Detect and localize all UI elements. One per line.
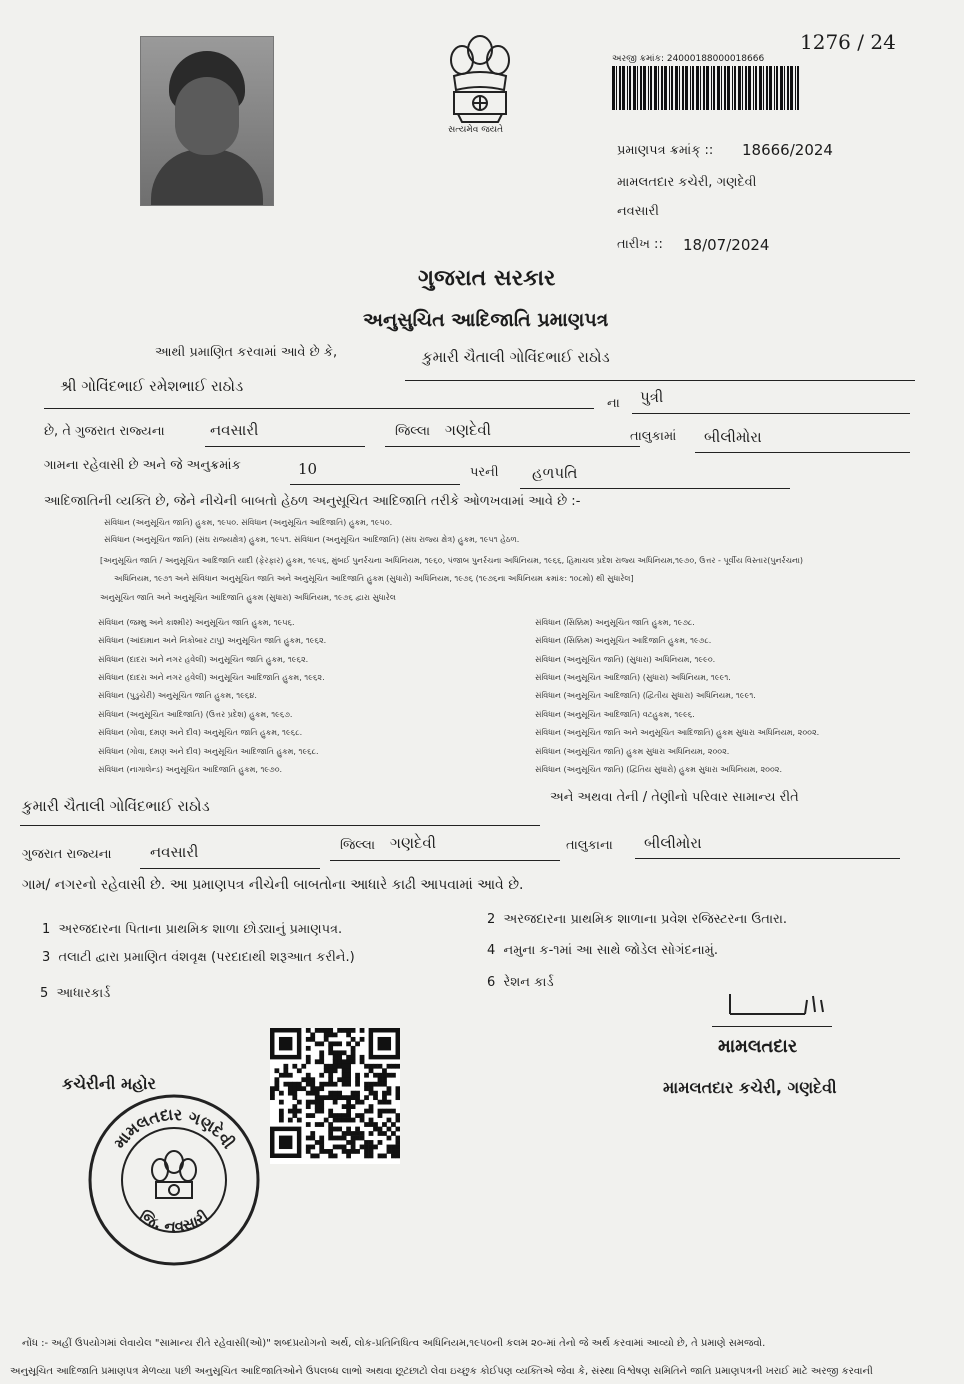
office-seal [86, 1092, 262, 1268]
intro-text: આથી પ્રમાણિત કરવામાં આવે છે કે, [155, 345, 338, 360]
tribe-name: હળપતિ [532, 464, 578, 482]
order-right: સંવિધાન (અનુસૂચિત જાતિ) (દ્વિતિય સુધારો) હુકમ સુધારા અધિનિયમ, ૨૦૦૨. [535, 765, 783, 774]
order-right: સંવિધાન (અનુસૂચિત જાતિ) હુકમ સુધારા અધિનિયમ, ૨૦૦૨. [535, 747, 730, 756]
village: બીલીમોરા [704, 428, 762, 446]
taluka-name: ગણદેવી [445, 421, 492, 439]
relation: પુત્રી [640, 388, 664, 406]
family-taluka-label: તાલુકાના [566, 838, 613, 853]
father-name: શ્રી ગોવિંદભાઈ રમેશભાઈ રાઠોડ [60, 377, 244, 395]
par-label: પરની [470, 465, 499, 480]
order-right: સંવિધાન (સિક્કિમ) અનુસૂચિત જાતિ હુકમ, ૧૯૭૮. [535, 618, 695, 627]
signature-office: મામલતદાર કચેરી, ગણદેવી [663, 1078, 837, 1097]
signature-title: મામલતદાર [718, 1036, 798, 1057]
document-item: 4 નમુના ક-૧માં આ સાથે જોડેલ સોગંદનામું. [487, 943, 718, 958]
cert-date: 18/07/2024 [683, 236, 770, 254]
order-top: સંવિધાન (અનુસૂચિત જાતિ) (સંઘ રાજ્યક્ષેત્ર) હુકમ, ૧૯૫૧. સંવિધાન (અનુસૂચિત આદિજાતિ) (સંઘ રાજ્ય ક્ષેત્ર) હુકમ, ૧૯૫૧ હેઠળ. [104, 535, 520, 544]
family-zilla-label: જિલ્લા [340, 838, 376, 853]
family-state-text: ગુજરાત રાજ્યના [22, 847, 112, 862]
or-text: અને અથવા તેની / તેણીનો પરિવાર સામાન્ય રીતે [550, 790, 799, 805]
order-right: સંવિધાન (અનુસૂચિત આદિજાતિ) વટહુકમ, ૧૯૯૬. [535, 710, 695, 719]
na-label: ના [607, 396, 620, 411]
handwritten-reference: 1276 / 24 [800, 30, 896, 54]
seal-ring-bottom: જિ. નવસારી [136, 1206, 212, 1236]
barcode [612, 66, 802, 110]
order-left: સંવિધાન (દાદરા અને નગર હવેલી) અનુસૂચિત જાતિ હુકમ, ૧૯૬૨. [98, 655, 309, 664]
cert-no: 18666/2024 [742, 141, 833, 159]
document-item: 3 તલાટી દ્વારા પ્રમાણિત વંશવૃક્ષ (પરદાદાથી શરૂઆત કરીને.) [42, 950, 355, 965]
resident-text: ગામના રહેવાસી છે અને જે અનુક્રમાંક [44, 458, 241, 473]
office-line1: મામલતદાર કચેરી, ગણદેવી [617, 175, 757, 190]
emblem-caption: સત્યમેવ જયતે [448, 125, 504, 135]
note-1: નોંધ :- અહીં ઉપયોગમાં લેવાયેલ "સામાન્ય રીતે રહેવાસી(ઓ)" શબ્દપ્રયોગનો અર્થ, લોક-પ્રતિનિધિત્વ અધિનિયમ,૧૯૫૦ની કલમ ૨૦-માં તેનો જે અર્થ કરવામાં આવ્યો છે, તે પ્રમાણે સમજવો. [22, 1338, 766, 1349]
family-name: કુમારી ચૈતાલી ગોવિંદભાઈ રાઠોડ [22, 797, 210, 815]
order-top: અધિનિયમ, ૧૯૭૧ અને સંવિધાન અનુસૂચિત જાતિ અને અનુસૂચિત આદિજાતિ હુકમ (સુધારો) અધિનિયમ, ૧૯૭૬ (૧૯૭૬ના અધિનિયમ ક્રમાંક: ૧૦૮મો) થી સુધારેલ] [114, 574, 634, 583]
date-label: તારીખ :: [617, 237, 663, 252]
seal-label: કચેરીની મહોર [62, 1074, 156, 1093]
serial-number: 10 [298, 460, 318, 478]
certificate-title: અનુસુચિત આદિજાતિ પ્રમાણપત્ર [363, 309, 609, 331]
order-right: સંવિધાન (સિક્કિમ) અનુસૂચિત આદિજાતિ હુકમ, ૧૯૭૮. [535, 636, 712, 645]
document-item: 5 આધારકાર્ડ [40, 986, 111, 1001]
order-left: સંવિધાન (આંદામાન અને નિકોબાર ટાપુ) અનુસૂચિત જાતિ હુકમ, ૧૯૬૨. [98, 636, 327, 645]
family-taluka-name: ગણદેવી [390, 834, 437, 852]
order-right: સંવિધાન (અનુસૂચિત આદિજાતિ) (સુધારા) અધિનિયમ, ૧૯૯૧. [535, 673, 731, 682]
family-district: નવસારી [150, 843, 199, 861]
document-item: 6 રેશન કાર્ડ [487, 975, 554, 990]
document-item: 2 અરજદારના પ્રાથમિક શાળાના પ્રવેશ રજિસ્ટરના ઉતારા. [487, 912, 788, 927]
note-2: અનુસૂચિત આદિજાતિ પ્રમાણપત્ર મેળવ્યા પછી અનુસૂચિત આદિજાતિઓને ઉપલબ્ધ લાભો અથવા છૂટછાટો લેવા ઇચ્છુક કોઈપણ વ્યક્તિએ જેવા કે, સંસ્થા વિશ્વેષણ સમિતિને જાતિ પ્રમાણપત્રની ખરાઈ માટે અરજી કરવાની [10, 1366, 873, 1377]
order-right: સંવિધાન (અનુસૂચિત આદિજાતિ) (દ્વિતીય સુધારા) અધિનિયમ, ૧૯૯૧. [535, 691, 756, 700]
order-left: સંવિધાન (પુડુચેરી) અનુસૂચિત જાતિ હુકમ, ૧૯૬૪. [98, 691, 257, 700]
family-village: બીલીમોરા [644, 834, 702, 852]
order-left: સંવિધાન (નાગાલેન્ડ) અનુસૂચિત આદિજાતિ હુકમ, ૧૯૭૦. [98, 765, 283, 774]
cert-no-label: પ્રમાણપત્ર ક્રમાંક્ :: [617, 143, 714, 158]
svg-text:જિ. નવસારી [136, 1207, 212, 1235]
applicant-name: કુમારી ચૈતાલી ગોવિંદભાઈ રાઠોડ [422, 348, 610, 366]
taluka-label: તાલુકામાં [630, 429, 677, 444]
qr-code [270, 1028, 400, 1164]
signature-mark [725, 990, 835, 1020]
tribal-text: આદિજાતિની વ્યક્તિ છે, જેને નીચેની બાબતો હેઠળ અનુસૂચિત આદિજાતિ તરીકે ઓળખવામાં આવે છે :- [44, 494, 581, 509]
state-text: છે, તે ગુજરાત રાજ્યના [44, 424, 165, 439]
order-top: [અનુસૂચિત જાતિ / અનુસૂચિત આદિજાતિ યાદી (ફેરફાર) હુકમ, ૧૯૫૬, મુંબઈ પુનર્રચના અધિનિયમ, ૧૯૬૦, પંજાબ પુનર્રચના અધિનિયમ, ૧૯૬૬, હિમાચલ પ્રદેશ રાજ્ય અધિનિયમ,૧૯૭૦, ઉત્તર - પૂર્વીય વિસ્તાર(પુનર્રચના) [100, 556, 804, 565]
order-left: સંવિધાન (ગોવા, દમણ અને દીવ) અનુસૂચિત જાતિ હુકમ, ૧૯૬૮. [98, 728, 303, 737]
order-top: સંવિધાન (અનુસૂચિત જાતિ) હુકમ, ૧૯૫૦. સંવિધાન (અનુસૂચિત આદિજાતિ) હુકમ, ૧૯૫૦. [104, 518, 393, 527]
order-right: સંવિધાન (અનુસૂચિત જાતિ અને અનુસૂચિત આદિજાતિ) હુકમ સુધારા અધિનિયમ, ૨૦૦૨. [535, 728, 820, 737]
order-right: સંવિધાન (અનુસૂચિત જાતિ) (સુધારા) અધિનિયમ, ૧૯૯૦. [535, 655, 716, 664]
national-emblem-icon [440, 28, 520, 138]
order-left: સંવિધાન (અનુસૂચિત આદિજાતિ) (ઉત્તર પ્રદેશ) હુકમ, ૧૯૬૭. [98, 710, 293, 719]
government-title: ગુજરાત સરકાર [418, 266, 556, 291]
document-item: 1 અરજદારના પિતાના પ્રાથમિક શાળા છોડ્યાનું પ્રમાણપત્ર. [42, 922, 343, 937]
seal-emblem-icon [152, 1151, 196, 1198]
order-left: સંવિધાન (દાદરા અને નગર હવેલી) અનુસૂચિત આદિજાતિ હુકમ, ૧૯૬૨. [98, 673, 325, 682]
office-line2: નવસારી [617, 204, 659, 219]
district: નવસારી [210, 421, 259, 439]
order-left: સંવિધાન (જમ્મુ અને કાશ્મીર) અનુસૂચિત જાતિ હુકમ, ૧૯૫૬. [98, 618, 295, 627]
basis-text: ગામ/ નગરનો રહેવાસી છે. આ પ્રમાણપત્ર નીચેની બાબતોના આધારે કાઢી આપવામાં આવે છે. [22, 877, 524, 893]
order-left: સંવિધાન (ગોવા, દમણ અને દીવ) અનુસૂચિત આદિજાતિ હુકમ, ૧૯૬૮. [98, 747, 319, 756]
seal-ring-top: મામલતદાર ગણદેવી [109, 1104, 239, 1153]
applicant-photo [140, 36, 274, 206]
order-top: અનુસૂચિત જાતિ અને અનુસૂચિત આદિજાતિ હુકમ (સુધારા) અધિનિયમ, ૧૯૭૬ દ્વારા સુધારેલ [100, 593, 396, 602]
application-number: અરજી ક્રમાંક: 24000188000018666 [612, 54, 765, 64]
zilla-label: જિલ્લા [395, 424, 431, 439]
